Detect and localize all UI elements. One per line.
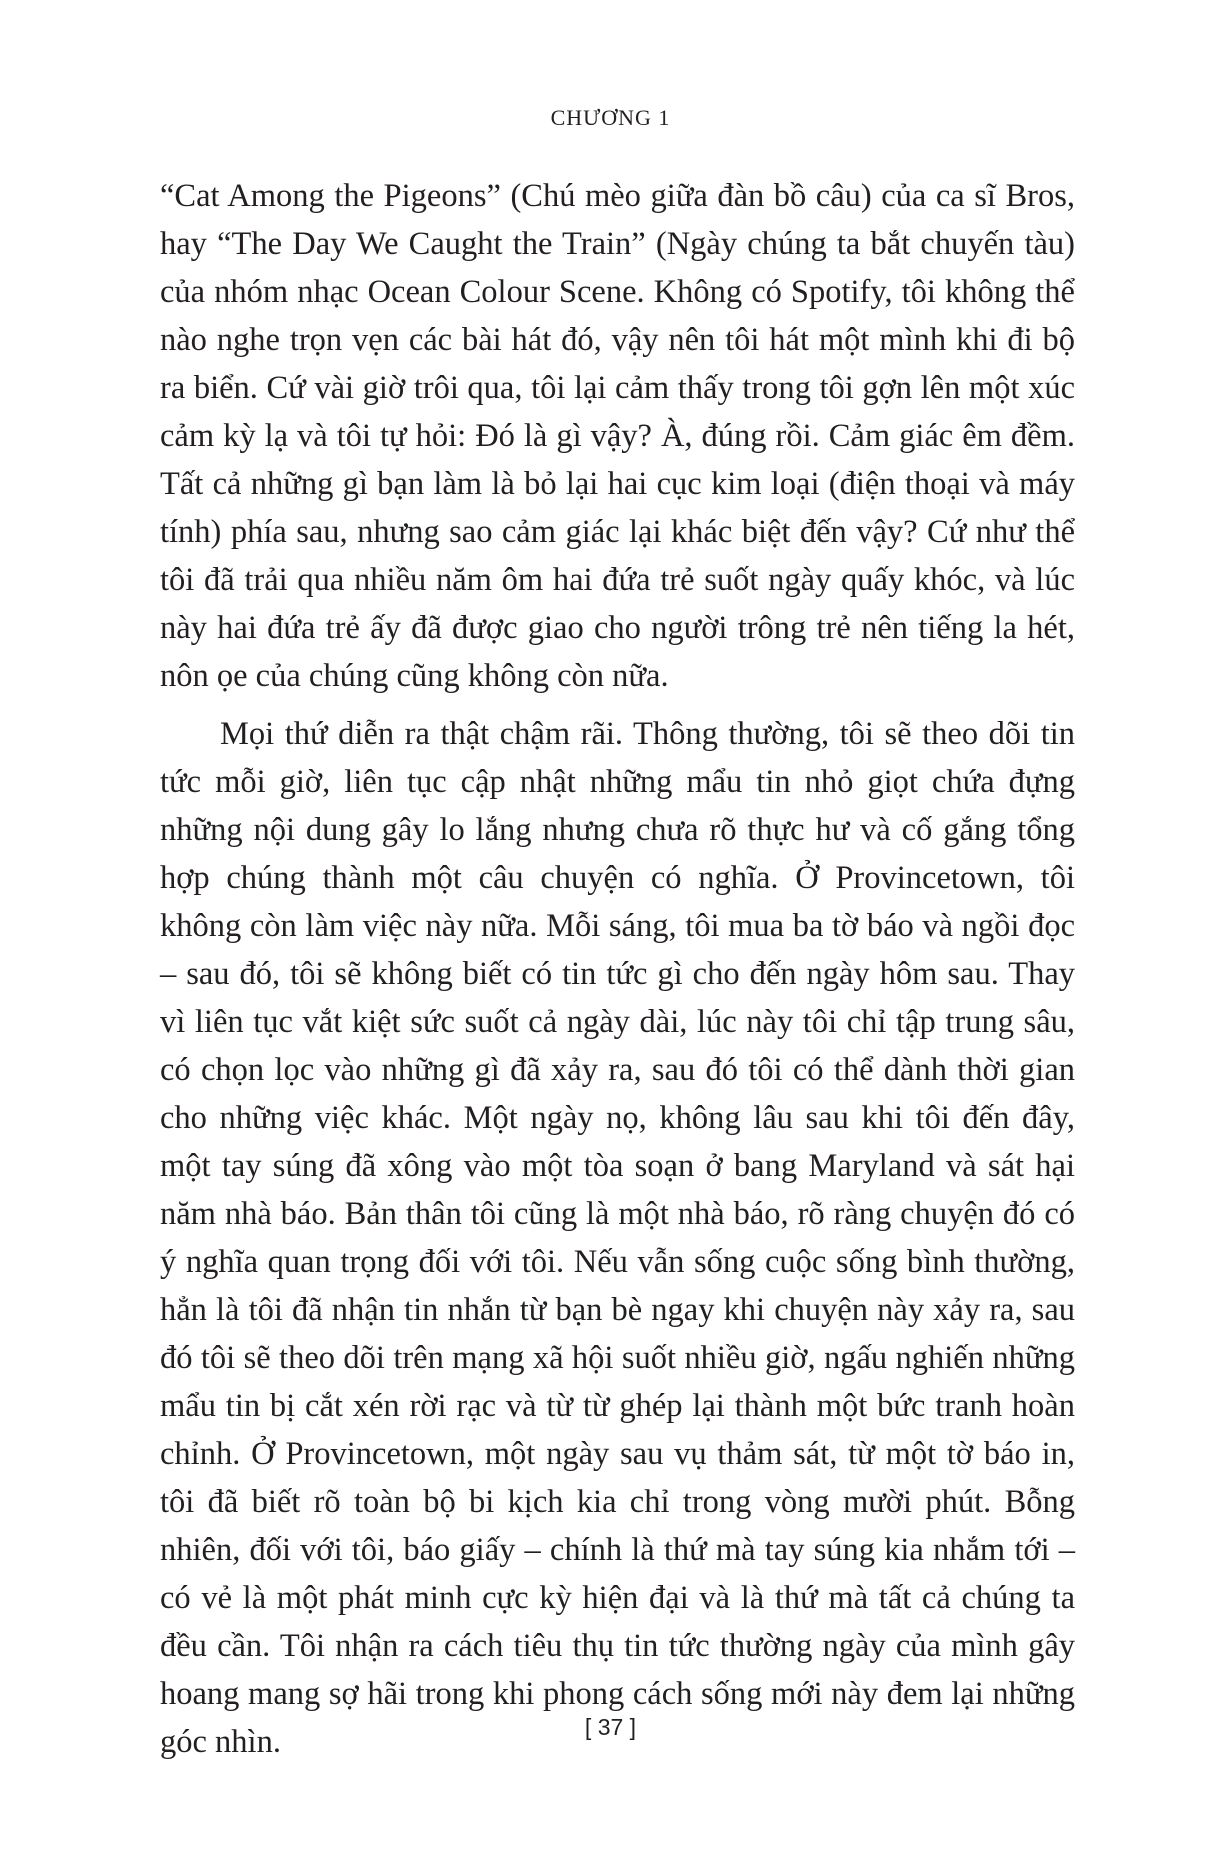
paragraph-2: Mọi thứ diễn ra thật chậm rãi. Thông thường, tôi sẽ theo dõi tin tức mỗi giờ, liên tục cập nhật những mẩu tin nhỏ giọt chứa đựng những nội dung gây lo lắng nhưng chưa rõ thực hư và cố gắng tổng hợp chúng thành một câu chuyện có nghĩa. Ở Provincetown, tôi không còn làm việc này nữa. Mỗi sáng, tôi mua ba tờ báo và ngồi đọc – sau đó, tôi sẽ không biết có tin tức gì cho đến ngày hôm sau. Thay vì liên tục vắt kiệt sức suốt cả ngày dài, lúc này tôi chỉ tập trung sâu, có chọn lọc vào những gì đã xảy ra, sau đó tôi có thể dành thời gian cho những việc khác. Một ngày nọ, không lâu sau khi tôi đến đây, một tay súng đã xông vào một tòa soạn ở bang Maryland và sát hại năm nhà báo. Bản thân tôi cũng là một nhà báo, rõ ràng chuyện đó có ý nghĩa quan trọng đối với tôi. Nếu vẫn sống cuộc sống bình thường, hẳn là tôi đã nhận tin nhắn từ bạn bè ngay khi chuyện này xảy ra, sau đó tôi sẽ theo dõi trên mạng xã hội suốt nhiều giờ, ngấu nghiến những mẩu tin bị cắt xén rời rạc và từ từ ghép lại thành một bức tranh hoàn chỉnh. Ở Provincetown, một ngày sau vụ thảm sát, từ một tờ báo in, tôi đã biết rõ toàn bộ bi kịch kia chỉ trong vòng mười phút. Bỗng nhiên, đối với tôi, báo giấy – chính là thứ mà tay súng kia nhắm tới – có vẻ là một phát minh cực kỳ hiện đại và là thứ mà tất cả chúng ta đều cần. Tôi nhận ra cách tiêu thụ tin tức thường ngày của mình gây hoang mang sợ hãi trong khi phong cách sống mới này đem lại những góc nhìn. xyxy=(160,716,1075,1760)
body-text xyxy=(160,172,1075,1766)
page-number: [ 37 ] xyxy=(584,1714,637,1740)
paragraph-1: “Cat Among the Pigeons” (Chú mèo giữa đàn bồ câu) của ca sĩ Bros, hay “The Day We Caught the Train” (Ngày chúng ta bắt chuyến tàu) của nhóm nhạc Ocean Colour Scene. Không có Spotify, tôi không thể nào nghe trọn vẹn các bài hát đó, vậy nên tôi hát một mình khi đi bộ ra biển. Cứ vài giờ trôi qua, tôi lại cảm thấy trong tôi gợn lên một xúc cảm kỳ lạ và tôi tự hỏi: Đó là gì vậy? À, đúng rồi. Cảm giác êm đềm. Tất cả những gì bạn làm là bỏ lại hai cục kim loại (điện thoại và máy tính) phía sau, nhưng sao cảm giác lại khác biệt đến vậy? Cứ như thể tôi đã trải qua nhiều năm ôm hai đứa trẻ suốt ngày quấy khóc, và lúc này hai đứa trẻ ấy đã được giao cho người trông trẻ nên tiếng la hét, nôn ọe của chúng cũng không còn nữa. xyxy=(160,178,1075,694)
chapter-heading: CHƯƠNG 1 xyxy=(550,105,671,130)
